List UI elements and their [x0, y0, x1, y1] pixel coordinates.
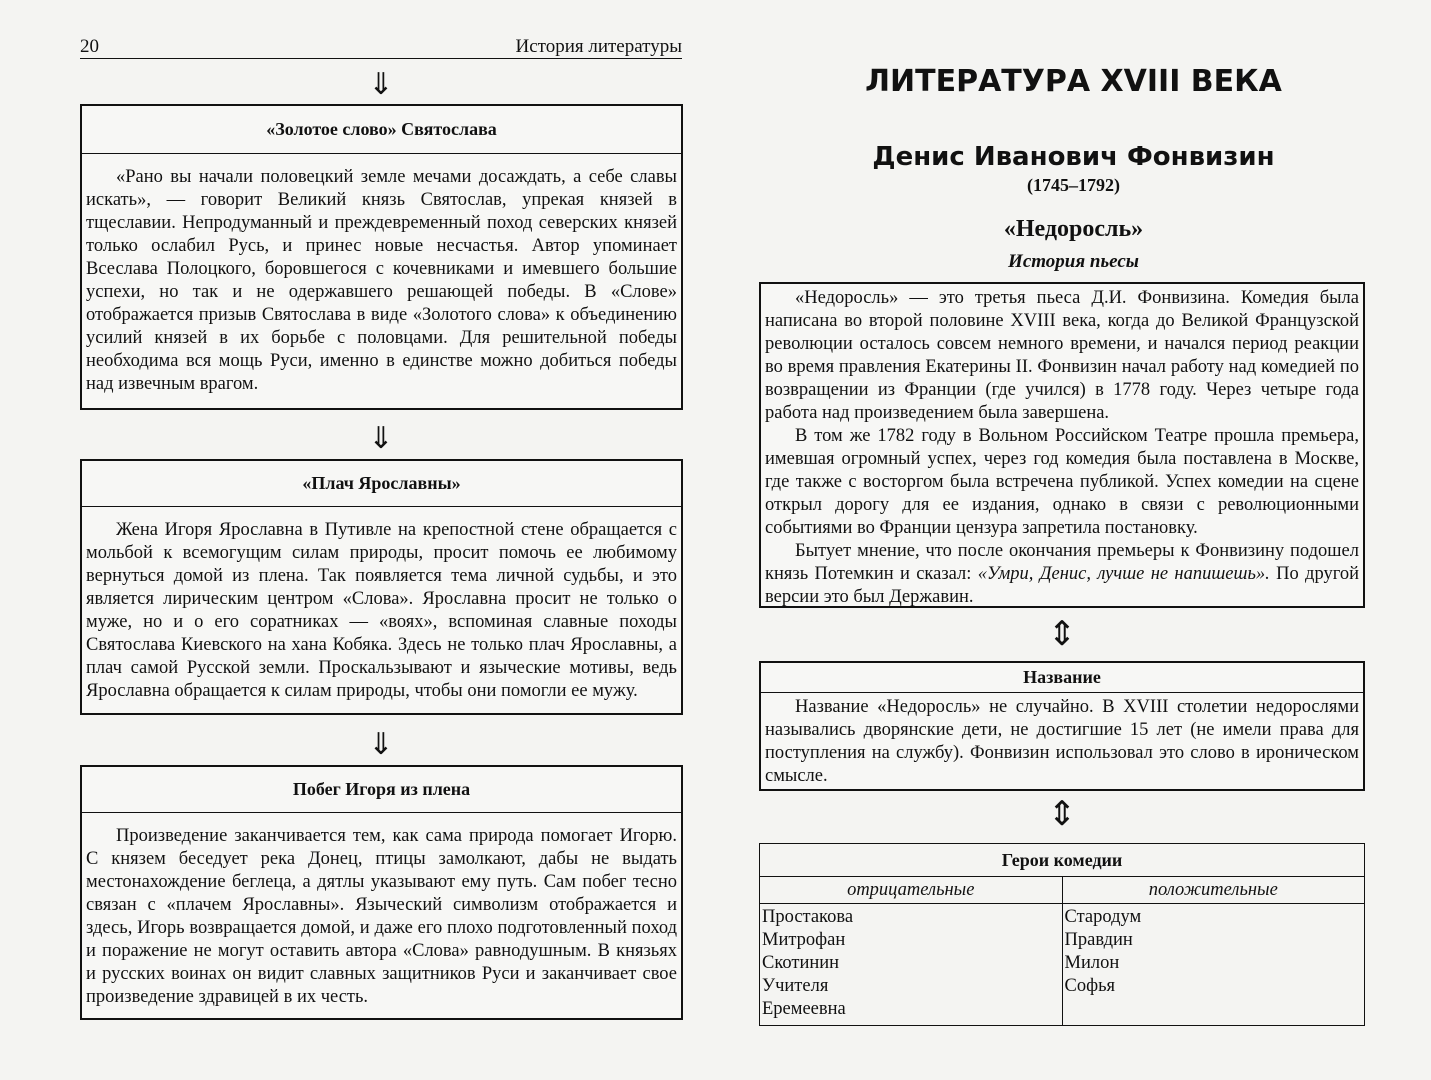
play-subtitle: История пьесы [1008, 251, 1139, 272]
hero-name: Простакова [762, 907, 854, 927]
block-body [82, 813, 681, 1009]
heroes-table [759, 843, 1365, 1026]
page-number: 20 [80, 36, 99, 57]
heroes-heading: Герои комедии [760, 844, 1365, 877]
name-box [759, 661, 1365, 791]
block-heading: «Плач Ярославны» [82, 461, 681, 507]
hero-name: Правдин [1064, 930, 1133, 950]
hero-name: Стародум [1064, 907, 1142, 927]
right-page [716, 0, 1431, 1080]
history-paragraph: В том же 1782 году в Вольном Российском Театре прошла премьера, имевшая огромный успех, через год комедия была поставлена в Москве, где также с восторгом была встречена публикой. Успех комедии на сцене открыл дорогу для ее издания, однако в связи с революционными событиями во Франции цензура запретила постановку. [765, 426, 1359, 538]
hero-name: Митрофан [762, 930, 846, 950]
block-paragraph: Произведение заканчивается тем, как сама природа помогает Игорю. С князем беседует река Донец, птицы замолкают, дабы не выдать местонахождение беглеца, а дятлы указывают ему путь. Сам побег тесно связан с «плачем Ярославны». Языческий символизм отображается и здесь, Игорь возвращается домой, и даже его плохо подготовленный поход и поражение не могут оставить автора «Слова» равнодушным. В князьях и русских воинах он видит славных защитников Руси и заканчивает свое произведение здравицей в их честь. [86, 826, 677, 1007]
block-paragraph: Жена Игоря Ярославна в Путивле на крепостной стене обращается с мольбой к всемогущим силам природы, просит помочь ее любимому вернуться домой из плена. Так появляется тема личной судьбы, и это является лирическим центром «Слова». Ярославна просит не только о муже, но и о его соратниках — «воях», вспоминая славные походы Святослава Киевского на хана Кобяка. Здесь не только плач Ярославны, а плач самой Русской земли. Проскальзывают и языческие мотивы, ведь Ярославна обращается к силам природы, чтобы они помогли ее мужу. [86, 520, 677, 701]
positive-heroes-cell [1062, 904, 1365, 1026]
block-heading: «Золотое слово» Святослава [82, 106, 681, 154]
block-golden-word [80, 104, 683, 410]
negative-heroes-cell [760, 904, 1063, 1026]
arrow-down-icon: ⇓ [368, 68, 394, 101]
arrow-up-down-icon: ⇕ [1047, 796, 1077, 833]
hero-name: Скотинин [762, 953, 840, 973]
name-body [761, 693, 1363, 788]
arrow-down-icon: ⇓ [368, 422, 394, 455]
name-paragraph: Название «Недоросль» не случайно. В XVIII столетии недорослями назывались дворянские дети, не достигшие 15 лет (не имели права для поступления на службу). Фонвизин использовал это слово в ироническом смысле. [765, 697, 1359, 786]
history-paragraph: «Недоросль» — это третья пьеса Д.И. Фонвизина. Комедия была написана во второй половине XVIII века, когда до Великой Французской революции осталось совсем немного времени, и начался период реакции во время правления Екатерины II. Фонвизин начал работу над комедией по возвращении из Франции (где учился) в 1778 году. Через четыре года работа над произведением была завершена. [765, 288, 1359, 423]
running-title: История литературы [515, 36, 682, 57]
author-name: Денис Иванович Фонвизин [872, 142, 1275, 172]
block-igor-escape [80, 765, 683, 1020]
arrow-down-icon: ⇓ [368, 728, 394, 761]
block-heading: Побег Игоря из плена [82, 767, 681, 813]
heroes-table-wrap [759, 843, 1365, 1026]
name-heading: Название [761, 663, 1363, 693]
history-paragraph [765, 540, 1359, 609]
hero-name: Милон [1064, 953, 1120, 973]
positive-column-header: положительные [1062, 877, 1365, 904]
history-body [761, 284, 1363, 609]
hero-name: Софья [1064, 976, 1116, 996]
history-box [759, 282, 1365, 608]
block-body [82, 154, 681, 396]
block-yaroslavna-lament [80, 459, 683, 715]
block-body [82, 507, 681, 703]
running-head [80, 32, 682, 59]
arrow-up-down-icon: ⇕ [1047, 616, 1077, 653]
history-text: По другой версии это был Державин. [765, 564, 1359, 607]
play-title: «Недоросль» [1003, 216, 1144, 242]
section-title: ЛИТЕРАТУРА XVIII ВЕКА [865, 64, 1282, 99]
author-years: (1745–1792) [1027, 175, 1120, 195]
hero-name: Учителя [762, 976, 829, 996]
hero-name: Еремеевна [762, 999, 846, 1019]
history-text: Бытует мнение, что после окончания премьеры к Фонвизину подошел князь Потемкин и сказал: [765, 541, 1359, 584]
negative-column-header: отрицательные [760, 877, 1063, 904]
potemkin-quote: «Умри, Денис, лучше не напишешь». [977, 564, 1270, 584]
block-paragraph: «Рано вы начали половецкий земле мечами досаждать, а себе славы искать», — говорит Великий князь Святослав, упрекая князей в тщеславии. Непродуманный и преждевременный поход северских князей только ослабил Русь, и принес новые несчастья. Автор упоминает Всеслава Полоцкого, боровшегося с кочевниками и имевшего большие успехи, но так и не одержавшего решающей победы. В «Слове» отображается призыв Святослава в виде «Золотого слова» к объединению усилий князей в их борьбе с половцами. Для решительной победы необходима вся мощь Руси, именно в единстве можно добиться победы над извечным врагом. [86, 167, 677, 394]
